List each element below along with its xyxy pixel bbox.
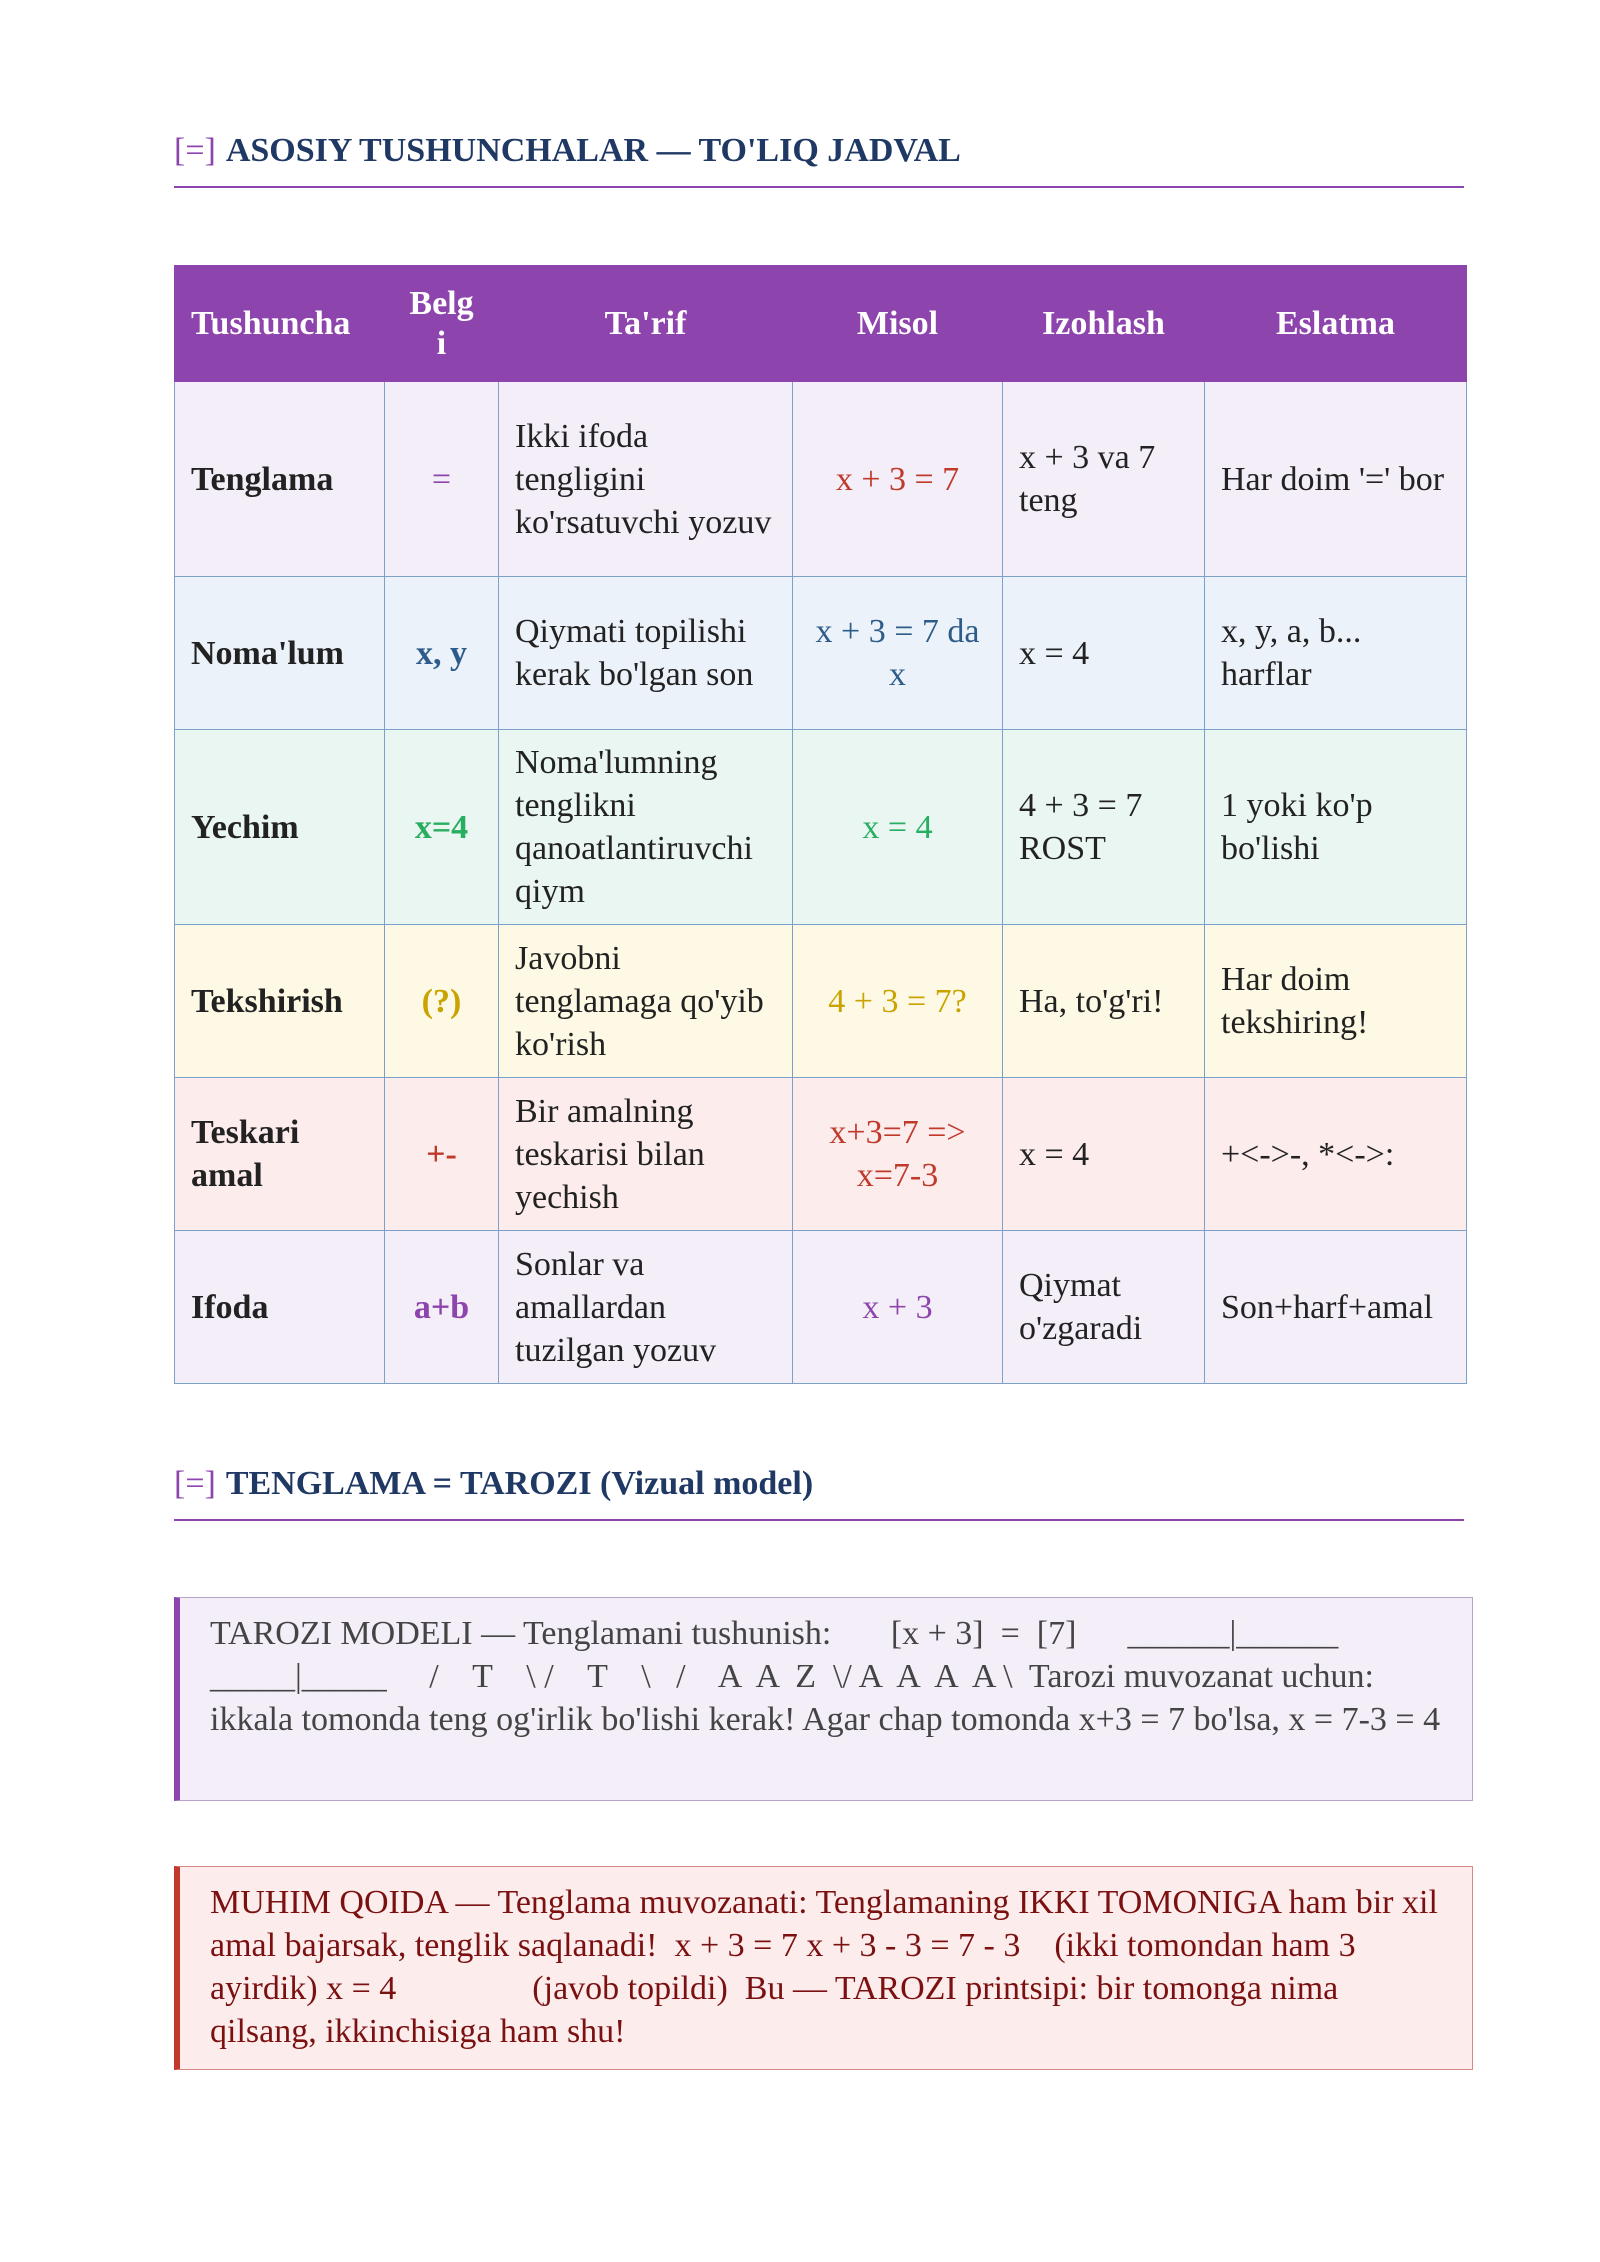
cell-symbol: = [385, 382, 499, 577]
cell-definition: Qiymati topilishi kerak bo'lgan son [499, 577, 793, 730]
header-tushuncha: Tushuncha [175, 266, 385, 382]
header-izohlash: Izohlash [1003, 266, 1205, 382]
cell-symbol: +- [385, 1078, 499, 1231]
table-row [175, 1231, 1467, 1384]
cell-name: Noma'lum [175, 577, 385, 730]
table-row [175, 730, 1467, 925]
cell-definition: Javobni tenglamaga qo'yib ko'rish [499, 925, 793, 1078]
cell-definition: Bir amalning teskarisi bilan yechish [499, 1078, 793, 1231]
header-misol: Misol [793, 266, 1003, 382]
section-bracket: [=] [174, 132, 216, 169]
table-header-row [175, 266, 1467, 382]
section-heading-concepts [174, 132, 1464, 188]
cell-example: x+3=7 => x=7-3 [793, 1078, 1003, 1231]
header-belgi: Belg i [385, 266, 499, 382]
cell-note: 1 yoki ko'p bo'lishi [1205, 730, 1467, 925]
cell-example: x + 3 = 7 da x [793, 577, 1003, 730]
cell-symbol: x, y [385, 577, 499, 730]
section-heading-scale-model [174, 1465, 1464, 1521]
cell-explanation: 4 + 3 = 7 ROST [1003, 730, 1205, 925]
scale-model-text: TAROZI MODELI — Tenglamani tushunish: [x + 3] = [7] ______|______ _____|_____ / T \ / T \ / A A Z \/ A A A A \ Tarozi muvozanat uchun: ikkala tomonda teng og'irlik bo'lishi kerak! Agar chap tomonda x+3 = 7 bo'lsa, x = 7-3 = 4 [210, 1615, 1441, 1738]
cell-explanation: x + 3 va 7 teng [1003, 382, 1205, 577]
cell-note: +<->-, *<->: [1205, 1078, 1467, 1231]
section-title: ASOSIY TUSHUNCHALAR — TO'LIQ JADVAL [225, 132, 961, 169]
cell-note: Har doim tekshiring! [1205, 925, 1467, 1078]
cell-name: Yechim [175, 730, 385, 925]
cell-note: x, y, a, b... harflar [1205, 577, 1467, 730]
cell-symbol: x=4 [385, 730, 499, 925]
cell-note: Har doim '=' bor [1205, 382, 1467, 577]
table-row [175, 1078, 1467, 1231]
important-rule-box [174, 1866, 1473, 2070]
table-row [175, 925, 1467, 1078]
cell-name: Teskari amal [175, 1078, 385, 1231]
cell-explanation: x = 4 [1003, 577, 1205, 730]
table-row [175, 382, 1467, 577]
cell-symbol: a+b [385, 1231, 499, 1384]
cell-explanation: Ha, to'g'ri! [1003, 925, 1205, 1078]
cell-example: 4 + 3 = 7? [793, 925, 1003, 1078]
important-rule-text: MUHIM QOIDA — Tenglama muvozanati: Tenglamaning IKKI TOMONIGA ham bir xil amal bajarsak, tenglik saqlanadi! x + 3 = 7 x + 3 - 3 = 7 - 3 (ikki tomondan ham 3 ayirdik) x = 4 (javob topildi) Bu — TAROZI printsipi: bir tomonga nima qilsang, ikkinchisiga ham shu! [210, 1884, 1447, 2050]
cell-name: Ifoda [175, 1231, 385, 1384]
cell-definition: Noma'lumning tenglikni qanoatlantiruvchi qiym [499, 730, 793, 925]
cell-name: Tekshirish [175, 925, 385, 1078]
cell-example: x + 3 [793, 1231, 1003, 1384]
cell-example: x + 3 = 7 [793, 382, 1003, 577]
cell-explanation: Qiymat o'zgaradi [1003, 1231, 1205, 1384]
cell-note: Son+harf+amal [1205, 1231, 1467, 1384]
cell-definition: Ikki ifoda tengligini ko'rsatuvchi yozuv [499, 382, 793, 577]
section-bracket: [=] [174, 1465, 216, 1502]
table-row [175, 577, 1467, 730]
header-tarif: Ta'rif [499, 266, 793, 382]
concepts-table [174, 265, 1467, 1384]
cell-definition: Sonlar va amallardan tuzilgan yozuv [499, 1231, 793, 1384]
cell-symbol: (?) [385, 925, 499, 1078]
section-title: TENGLAMA = TAROZI (Vizual model) [225, 1465, 814, 1502]
cell-explanation: x = 4 [1003, 1078, 1205, 1231]
header-eslatma: Eslatma [1205, 266, 1467, 382]
cell-name: Tenglama [175, 382, 385, 577]
scale-model-box [174, 1597, 1473, 1801]
cell-example: x = 4 [793, 730, 1003, 925]
